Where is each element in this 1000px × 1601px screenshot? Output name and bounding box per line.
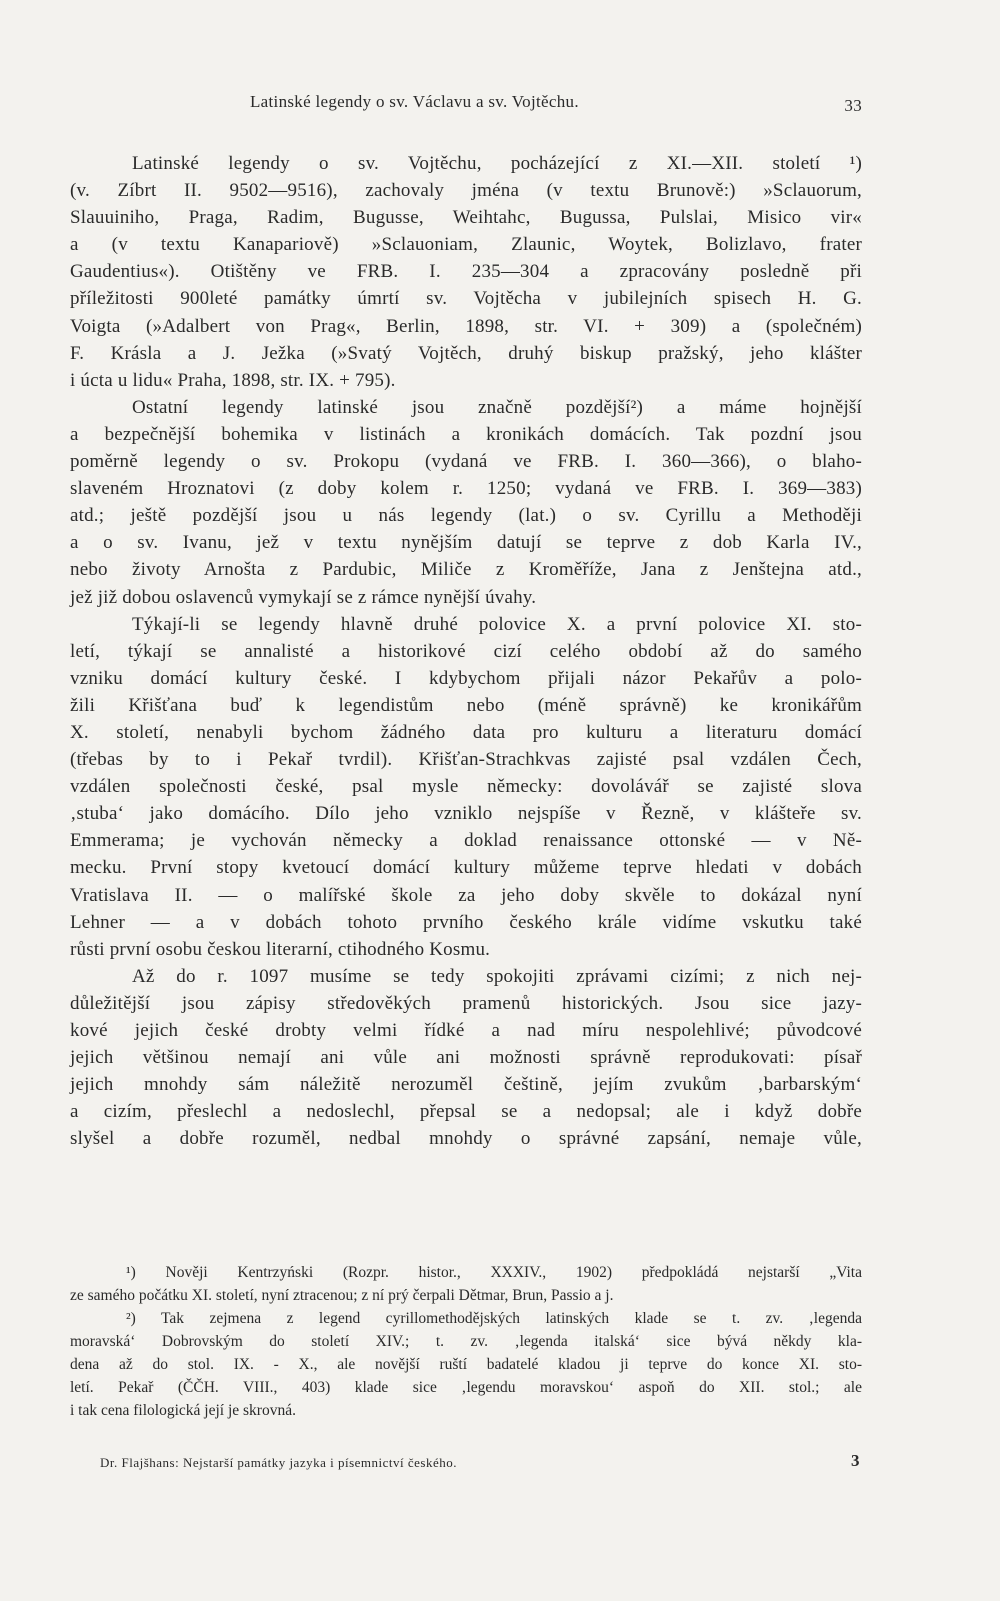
- sheet-number: 3: [851, 1451, 860, 1470]
- text-line: letí, týkají se annalisté a historikové cizí celého období až do samého: [70, 640, 862, 662]
- text-line: ‚stuba‘ jako domácího. Dílo jeho vzniklo nejspíše v Řezně, v klášteře sv.: [70, 803, 862, 825]
- text-line: Gaudentius«). Otištěny ve FRB. I. 235—304 a zpracovány posledně při: [70, 261, 862, 283]
- text-line: růsti první osobu českou literarní, ctihodného Kosmu.: [70, 938, 491, 960]
- running-title: Latinské legendy o sv. Václavu a sv. Vojtěchu.: [250, 92, 579, 111]
- text-line: (v. Zíbrt II. 9502—9516), zachovaly jména (v textu Brunově:) »Sclauorum,: [70, 180, 862, 202]
- text-line: Vratislava II. — o malířské škole za jeho doby skvěle to dokázal nyní: [70, 884, 862, 906]
- text-line: jejich většinou nemají ani vůle ani možnosti správně reprodukovati: písař: [70, 1047, 862, 1069]
- text-line: a bezpečnější bohemika v listinách a kronikách domácích. Tak pozdní jsou: [70, 423, 862, 445]
- text-line: slyšel a dobře rozuměl, nedbal mnohdy o správné zapsání, nemaje vůle,: [70, 1128, 862, 1150]
- text-line: Voigta (»Adalbert von Prag«, Berlin, 1898, str. VI. + 309) a (společném): [70, 315, 862, 337]
- text-line: a cizím, přeslechl a nedoslechl, přepsal se a nedopsal; ale i když dobře: [70, 1101, 862, 1123]
- text-line: žili Křišťana buď k legendistům nebo (méně správně) ke kronikářům: [70, 694, 862, 716]
- text-line: vzdálen společnosti české, psal mysle německy: dovolávář se zajisté slova: [70, 776, 862, 798]
- text-line: atd.; ještě pozdější jsou u nás legendy (lat.) o sv. Cyrillu a Methoději: [70, 505, 862, 527]
- author-signature: Dr. Flajšhans: Nejstarší památky jazyka i písemnictví českého.: [100, 1455, 458, 1470]
- text-line: slaveném Hroznatovi (z doby kolem r. 1250; vydaná ve FRB. I. 369—383): [70, 478, 862, 500]
- text-line: jež již dobou oslavenců vymykají se z rámce nynější úvahy.: [70, 586, 537, 608]
- text-line: kové jejich české drobty velmi řídké a nad míru nespolehlivé; původcové: [70, 1020, 862, 1041]
- text-line: Až do r. 1097 musíme se tedy spokojiti zprávami cizími; z nich nej-: [132, 965, 862, 987]
- footnote-line: ¹) Nověji Kentrzyński (Rozpr. histor., XXXIV., 1902) předpokládá nejstarší „Vita: [126, 1264, 862, 1281]
- text-line: Týkají-li se legendy hlavně druhé polovice X. a první polovice XI. sto-: [132, 613, 862, 635]
- text-line: mecku. První stopy kvetoucí domácí kultury můžeme teprve hledati v dobách: [70, 857, 862, 879]
- text-line: poměrně legendy o sv. Prokopu (vydaná ve FRB. I. 360—366), o blaho-: [70, 451, 862, 473]
- text-line: (třebas by to i Pekař tvrdil). Křišťan-Strachkvas zajisté psal vzdálen Čech,: [70, 749, 862, 771]
- footnote-line: ze samého počátku XI. století, nyní ztracenou; z ní prý čerpali Dětmar, Brun, Passio a j.: [70, 1287, 614, 1304]
- footnote-line: letí. Pekař (ČČH. VIII., 403) klade sice ‚legendu moravskou‘ aspoň do XII. stol.; ale: [70, 1379, 862, 1396]
- footnote-line: moravská‘ Dobrovským do století XIV.; t. zv. ‚legenda italská‘ sice bývá někdy kla-: [70, 1333, 862, 1350]
- text-line: důležitější jsou zápisy středověkých pramenů historických. Jsou sice jazy-: [70, 992, 862, 1014]
- footnote-line: i tak cena filologická její je skrovná.: [70, 1402, 296, 1419]
- text-line: Slauuiniho, Praga, Radim, Bugusse, Weihtahc, Bugussa, Pulslai, Misico vir«: [70, 207, 862, 229]
- text-line: nebo životy Arnošta z Pardubic, Miliče z Kroměříže, Jana z Jenštejna atd.,: [70, 559, 862, 581]
- text-line: a (v textu Kanapariově) »Sclauoniam, Zlaunic, Woytek, Bolizlavo, frater: [70, 234, 862, 256]
- text-line: příležitosti 900leté památky úmrtí sv. Vojtěcha v jubilejních spisech H. G.: [70, 288, 862, 310]
- text-line: Latinské legendy o sv. Vojtěchu, pocházející z XI.—XII. století ¹): [132, 153, 862, 174]
- footnote-line: ²) Tak zejmena z legend cyrillomethodějských latinských klade se t. zv. ‚legenda: [126, 1310, 862, 1327]
- footnote-line: dena až do stol. IX. - X., ale novější ruští badatelé kladou ji teprve do konce XI. sto-: [70, 1356, 862, 1373]
- text-line: Ostatní legendy latinské jsou značně pozdější²) a máme hojnější: [132, 396, 862, 418]
- text-line: X. století, nenabyli bychom žádného data pro kulturu a literaturu domácí: [70, 721, 862, 743]
- text-line: F. Krásla a J. Ježka (»Svatý Vojtěch, druhý biskup pražský, jeho klášter: [70, 342, 862, 364]
- text-line: Lehner — a v dobách tohoto prvního českého krále vidíme vskutku také: [70, 911, 862, 933]
- text-line: Emmerama; je vychován německy a doklad renaissance ottonské — v Ně-: [70, 830, 862, 852]
- text-line: i úcta u lidu« Praha, 1898, str. IX. + 795).: [70, 369, 396, 391]
- main-text: [70, 150, 862, 1152]
- text-line: a o sv. Ivanu, jež v textu nynějším datují se teprve z dob Karla IV.,: [70, 532, 862, 554]
- footnotes: [70, 1261, 862, 1422]
- text-line: vzniku domácí kultury české. I kdybychom přijali názor Pekařův a polo-: [70, 667, 862, 689]
- text-line: jejich mnohdy sám náležitě nerozuměl češtině, jejím zvukům ‚barbarským‘: [70, 1074, 862, 1096]
- page-number: 33: [844, 96, 862, 115]
